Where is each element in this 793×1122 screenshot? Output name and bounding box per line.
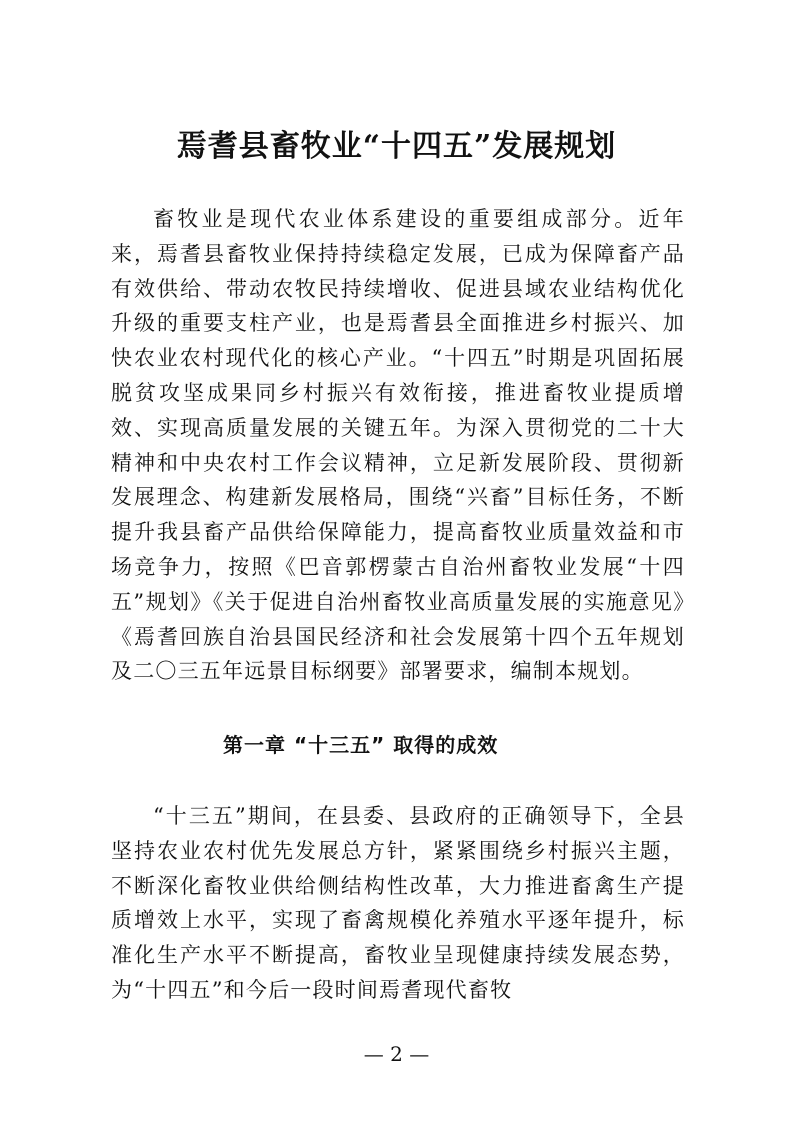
intro-paragraph: 畜牧业是现代农业体系建设的重要组成部分。近年来，焉耆县畜牧业保持持续稳定发展，已成为保障畜产品有效供给、带动农牧民持续增收、促进县域农业结构优化升级的重要支柱产业，也是焉耆县全面推进乡村振兴、加快农业农村现代化的核心产业。“十四五”时期是巩固拓展脱贫攻坚成果同乡村振兴有效衔接，推进畜牧业提质增效、实现高质量发展的关键五年。为深入贯彻党的二十大精神和中央农村工作会议精神，立足新发展阶段、贯彻新发展理念、构建新发展格局，围绕“兴畜”目标任务，不断提升我县畜产品供给保障能力，提高畜牧业质量效益和市场竞争力，按照《巴音郭楞蒙古自治州畜牧业发展“十四五”规划》《关于促进自治州畜牧业高质量发展的实施意见》《焉耆回族自治县国民经济和社会发展第十四个五年规划及二〇三五年远景目标纲要》部署要求，编制本规划。 bbox=[111, 207, 685, 684]
document-title: 焉耆县畜牧业“十四五”发展规划 bbox=[176, 129, 617, 164]
page-number: — 2 — bbox=[363, 1042, 430, 1066]
chapter-heading: 第一章 “十三五” 取得的成效 bbox=[223, 733, 499, 757]
chapter-paragraph: “十三五”期间，在县委、县政府的正确领导下，全县坚持农业农村优先发展总方针，紧紧围绕乡村振兴主题，不断深化畜牧业供给侧结构性改革，大力推进畜禽生产提质增效上水平，实现了畜禽规模化养殖水平逐年提升，标准化生产水平不断提高，畜牧业呈现健康持续发展态势，为“十四五”和今后一段时间焉耆现代畜牧 bbox=[111, 804, 685, 1002]
